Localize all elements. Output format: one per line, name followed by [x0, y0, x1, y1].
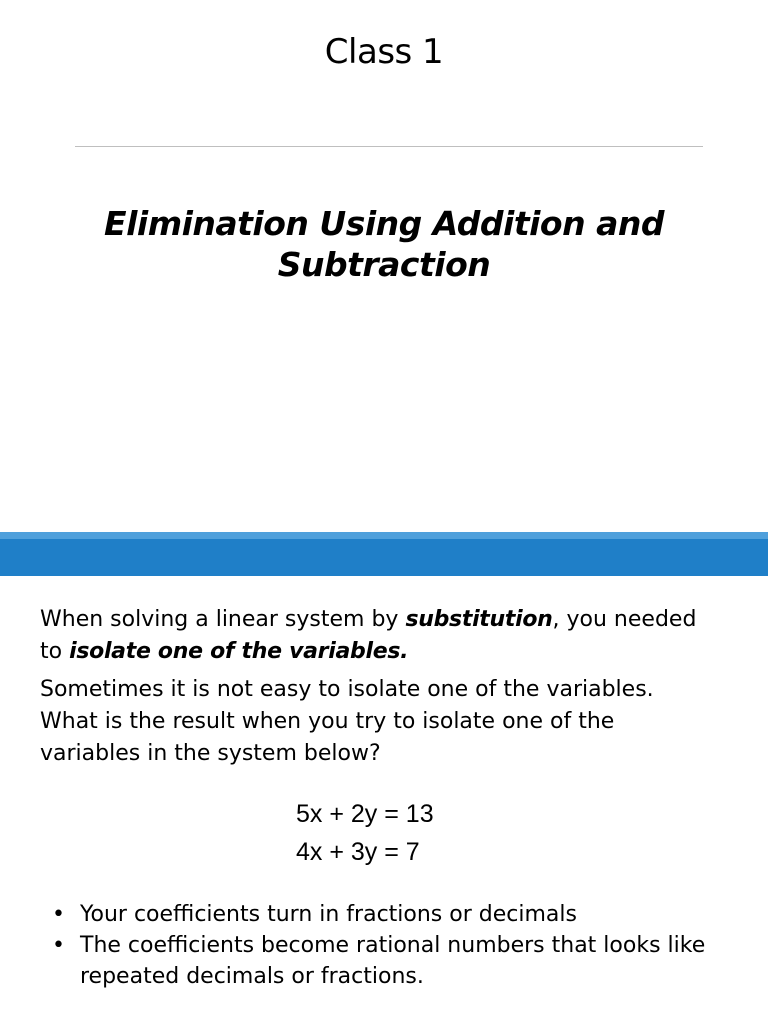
bullet-text-2: The coefficients become rational numbers that looks like repeated decimals or fractions. — [80, 933, 706, 989]
emphasis-substitution: substitution — [405, 607, 553, 632]
bullet-item-1 — [52, 899, 742, 930]
slide-title-line-1: Elimination Using Addition and — [104, 204, 664, 243]
slide-title-line-2: Subtraction — [277, 245, 491, 284]
question-line-3: variables in the system below? — [40, 741, 381, 766]
bullet-dot: • — [52, 902, 65, 927]
intro-paragraph — [40, 604, 740, 668]
question-line-1: Sometimes it is not easy to isolate one of the variables. — [40, 677, 654, 702]
bullet-text-1: Your coefficients turn in fractions or decimals — [80, 902, 577, 927]
equation-system — [296, 795, 434, 871]
intro-text-1: When solving a linear system by — [40, 607, 406, 632]
question-line-2: What is the result when you try to isolate one of the — [40, 709, 615, 734]
class-label: Class 1 — [324, 32, 444, 72]
content-slide — [40, 604, 740, 776]
slide-separator-highlight — [0, 532, 768, 539]
equation-1: 5x + 2y = 13 — [296, 800, 434, 828]
bullet-list — [52, 899, 742, 992]
divider-line — [75, 146, 703, 147]
intro-text-2: , you needed — [552, 607, 697, 632]
emphasis-isolate: isolate one of the variables — [69, 639, 401, 664]
intro-text-4: . — [400, 639, 409, 664]
bullet-item-2 — [52, 930, 742, 992]
bullet-dot: • — [52, 933, 65, 958]
intro-text-3: to — [40, 639, 70, 664]
slide-title — [60, 203, 708, 285]
equation-2: 4x + 3y = 7 — [296, 838, 420, 866]
question-paragraph — [40, 674, 740, 770]
